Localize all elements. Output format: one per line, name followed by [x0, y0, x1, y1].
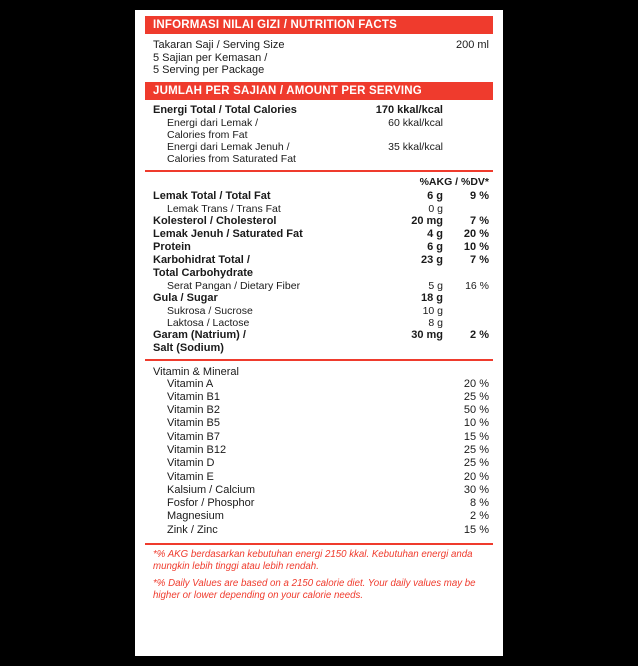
- vitamin-dv: 25 %: [463, 390, 489, 403]
- servings-per-package-label-en: 5 Serving per Package: [153, 64, 265, 76]
- vitamin-row-b1: [153, 391, 489, 404]
- nutrient-amount: 18 g: [420, 291, 443, 304]
- footnote-en: *% Daily Values are based on a 2150 calorie diet. Your daily values may be higher or lower depending on your calorie needs.: [153, 578, 476, 602]
- nutrient-row-saturated-fat: [153, 228, 489, 241]
- footnote-id: *% AKG berdasarkan kebutuhan energi 2150 kkal. Kebutuhan energi anda mungkin lebih tinggi atau lebih rendah.: [153, 549, 473, 573]
- vitamin-row-b12: [153, 444, 489, 457]
- vitamin-dv: 10 %: [463, 417, 489, 430]
- calories-row-satfat: [153, 141, 489, 153]
- nutrient-row-total-fat: [153, 190, 489, 203]
- serving-size-row: [153, 39, 489, 52]
- nutrient-label: Garam (Natrium) /: [153, 328, 246, 341]
- vitamin-label: Vitamin B1: [167, 390, 220, 403]
- vitamin-row-calcium: [153, 484, 489, 497]
- nutrient-amount: 10 g: [422, 304, 443, 317]
- vitamin-label: Vitamin E: [167, 470, 214, 483]
- nutrient-amount: 30 mg: [411, 328, 443, 341]
- nutrient-label: Kolesterol / Cholesterol: [153, 214, 277, 227]
- nutrient-label: Lemak Total / Total Fat: [153, 189, 271, 202]
- nutrient-dv: 7 %: [470, 253, 489, 266]
- nutrient-label: Karbohidrat Total /: [153, 253, 250, 266]
- vitamin-dv: 8 %: [470, 497, 489, 510]
- nutrient-amount: 5 g: [428, 279, 443, 292]
- nutrient-row-dietary-fiber: [153, 280, 489, 292]
- nutrient-row-salt-sodium-en: [153, 342, 489, 355]
- nutrient-amount: 6 g: [427, 189, 443, 202]
- amount-per-serving-title: JUMLAH PER SAJIAN / AMOUNT PER SERVING: [145, 82, 493, 100]
- calories-row-fat: [153, 117, 489, 129]
- daily-value-header-label: %AKG / %DV*: [419, 175, 489, 188]
- servings-per-package-row-1: [153, 52, 489, 65]
- vitamin-label: Vitamin B5: [167, 417, 220, 430]
- nutrition-facts-title: INFORMASI NILAI GIZI / NUTRITION FACTS: [145, 16, 493, 34]
- calories-from-fat-value: 60 kkal/kcal: [388, 116, 443, 129]
- vitamin-row-b7: [153, 431, 489, 444]
- nutrient-amount: 0 g: [428, 202, 443, 215]
- nutrient-label: Lemak Trans / Trans Fat: [167, 202, 281, 215]
- calories-from-satfat-label-en: Calories from Saturated Fat: [167, 152, 296, 165]
- nutrient-dv: 10 %: [463, 240, 489, 253]
- vitamin-label: Kalsium / Calcium: [167, 483, 256, 496]
- footnotes-block: [145, 545, 493, 602]
- calories-block: [145, 100, 493, 170]
- calories-row-satfat-en: [153, 153, 489, 165]
- nutrient-amount: 20 mg: [411, 214, 443, 227]
- vitamin-label: Fosfor / Phosphor: [167, 497, 255, 510]
- nutrient-row-total-carbohydrate: [153, 254, 489, 267]
- nutrient-label: Protein: [153, 240, 191, 253]
- vitamin-label: Vitamin D: [167, 457, 215, 470]
- vitamin-row-phosphor: [153, 497, 489, 510]
- calories-from-fat-label-en: Calories from Fat: [167, 128, 248, 141]
- calories-row-total: [153, 104, 489, 117]
- vitamin-dv: 20 %: [463, 470, 489, 483]
- nutrient-row-sucrose: [153, 305, 489, 317]
- nutrient-row-trans-fat: [153, 203, 489, 215]
- nutrient-row-total-carbohydrate-en: [153, 267, 489, 280]
- vitamin-row-a: [153, 378, 489, 391]
- daily-value-header: [145, 172, 493, 190]
- vitamin-dv: 50 %: [463, 404, 489, 417]
- nutrient-dv: 20 %: [463, 227, 489, 240]
- vitamin-dv: 25 %: [463, 443, 489, 456]
- nutrient-label: Lemak Jenuh / Saturated Fat: [153, 227, 303, 240]
- nutrient-row-cholesterol: [153, 215, 489, 228]
- nutrient-dv: 7 %: [470, 214, 489, 227]
- vitamin-dv: 20 %: [463, 377, 489, 390]
- nutrient-row-lactose: [153, 317, 489, 329]
- vitamin-row-b5: [153, 417, 489, 430]
- nutrient-row-sugar: [153, 292, 489, 305]
- nutrient-amount: 6 g: [427, 240, 443, 253]
- vitamin-dv: 15 %: [463, 523, 489, 536]
- serving-size-value: 200 ml: [455, 39, 489, 51]
- vitamin-row-b2: [153, 404, 489, 417]
- vitamin-row-d: [153, 457, 489, 470]
- nutrient-label: Sukrosa / Sucrose: [167, 304, 253, 317]
- vitamin-label: Magnesium: [167, 510, 224, 523]
- servings-per-package-label-id: 5 Sajian per Kemasan /: [153, 51, 268, 64]
- vitamins-block: [145, 361, 493, 544]
- nutrient-amount: 4 g: [427, 227, 443, 240]
- vitamin-row-e: [153, 471, 489, 484]
- serving-info-block: [145, 34, 493, 82]
- nutrient-row-salt-sodium: [153, 329, 489, 342]
- calories-from-satfat-label-id: Energi dari Lemak Jenuh /: [167, 140, 290, 153]
- serving-size-label: Takaran Saji / Serving Size: [153, 39, 285, 51]
- nutrient-dv: 16 %: [465, 279, 489, 292]
- vitamin-label: Vitamin A: [167, 377, 214, 390]
- vitamin-dv: 2 %: [470, 510, 489, 523]
- nutrient-label: Gula / Sugar: [153, 291, 218, 304]
- nutrient-dv: 2 %: [470, 328, 489, 341]
- nutrient-amount: 8 g: [428, 316, 443, 329]
- nutrient-label: Laktosa / Lactose: [167, 316, 250, 329]
- nutrient-dv: 9 %: [470, 189, 489, 202]
- nutrition-facts-inner: [135, 10, 503, 656]
- vitamin-dv: 15 %: [463, 430, 489, 443]
- nutrient-label: Serat Pangan / Dietary Fiber: [167, 279, 301, 292]
- vitamin-label: Vitamin B7: [167, 430, 220, 443]
- vitamin-dv: 30 %: [463, 483, 489, 496]
- servings-per-package-row-2: [153, 64, 489, 77]
- calories-total-label: Energi Total / Total Calories: [153, 103, 297, 116]
- vitamin-label: Vitamin B2: [167, 404, 220, 417]
- vitamin-dv: 25 %: [463, 457, 489, 470]
- nutrition-facts-panel: [135, 10, 503, 656]
- nutrient-amount: 23 g: [420, 253, 443, 266]
- nutrient-label-en: Total Carbohydrate: [153, 266, 254, 279]
- calories-row-fat-en: [153, 129, 489, 141]
- vitamin-label: Zink / Zinc: [167, 523, 218, 536]
- vitamin-row-magnesium: [153, 510, 489, 523]
- calories-from-fat-label-id: Energi dari Lemak /: [167, 116, 259, 129]
- calories-from-satfat-value: 35 kkal/kcal: [388, 140, 443, 153]
- nutrient-label-en: Salt (Sodium): [153, 341, 224, 354]
- nutrients-block: [145, 190, 493, 359]
- vitamin-label: Vitamin B12: [167, 443, 227, 456]
- vitamins-section-title: Vitamin & Mineral: [153, 365, 239, 378]
- nutrient-row-protein: [153, 241, 489, 254]
- calories-total-value: 170 kkal/kcal: [375, 103, 443, 116]
- vitamin-row-zinc: [153, 524, 489, 537]
